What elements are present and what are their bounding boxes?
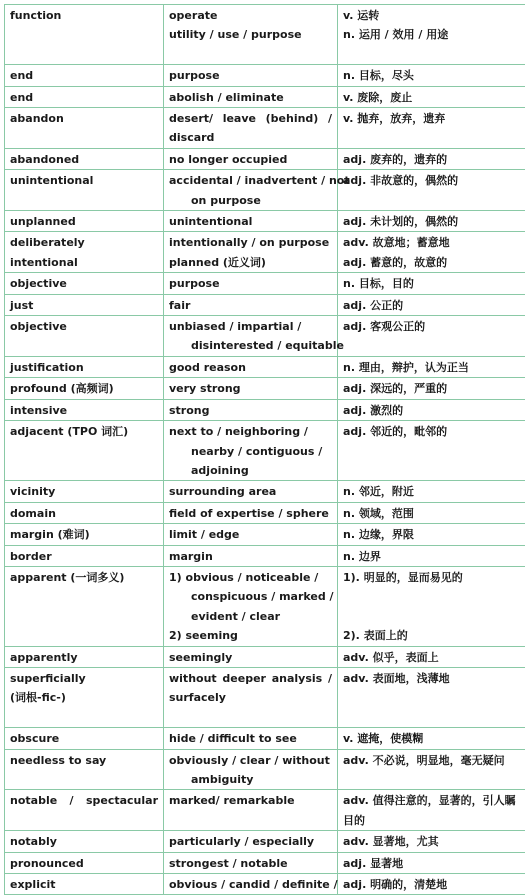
definition-text: adj. 显著地 (343, 854, 520, 873)
synonym-text: field of expertise / sphere (169, 504, 332, 523)
word-text (10, 25, 158, 44)
synonym-cell (164, 646, 338, 667)
synonym-cell (164, 790, 338, 831)
synonym-text: seemingly (169, 648, 332, 667)
synonym-text: accidental / inadvertent / not (169, 171, 332, 190)
table-row (5, 86, 525, 107)
synonym-cell (164, 728, 338, 749)
definition-text: adj. 公正的 (343, 296, 520, 315)
word-text: intensive (10, 401, 158, 420)
synonym-cell (164, 421, 338, 481)
table-row (5, 170, 525, 211)
definition-text: adj. 客观公正的 (343, 317, 520, 336)
word-cell (5, 566, 164, 646)
definition-text: adj. 激烈的 (343, 401, 520, 420)
definition-cell (338, 566, 525, 646)
synonym-text: conspicuous / marked / (169, 587, 332, 606)
synonym-text: unbiased / impartial / (169, 317, 332, 336)
word-text: apparent (一词多义) (10, 568, 158, 587)
word-cell (5, 232, 164, 273)
table-row (5, 566, 525, 646)
definition-text: n. 边界 (343, 547, 520, 566)
definition-text: adv. 值得注意的，显著的，引人瞩目的 (343, 791, 520, 830)
word-cell (5, 378, 164, 399)
definition-text: adj. 蓄意的，故意的 (343, 253, 520, 272)
definition-text: 2). 表面上的 (343, 626, 520, 645)
definition-text: adv. 表面地，浅薄地 (343, 669, 520, 688)
definition-cell (338, 667, 525, 727)
word-text: objective (10, 317, 158, 336)
word-text: abandon (10, 109, 158, 128)
synonym-cell (164, 65, 338, 86)
vocabulary-table (4, 4, 525, 895)
word-cell (5, 874, 164, 895)
synonym-cell (164, 667, 338, 727)
vocabulary-table-body (5, 5, 525, 895)
word-text: objective (10, 274, 158, 293)
definition-text: 1). 明显的，显而易见的 (343, 568, 520, 587)
word-text: apparently (10, 648, 158, 667)
table-row (5, 874, 525, 895)
table-row (5, 148, 525, 169)
word-text: deliberately (10, 233, 158, 252)
definition-text: adj. 非故意的，偶然的 (343, 171, 520, 190)
synonym-cell (164, 211, 338, 232)
definition-text: adv. 显著地，尤其 (343, 832, 520, 851)
definition-cell (338, 148, 525, 169)
word-cell (5, 545, 164, 566)
word-cell (5, 170, 164, 211)
definition-cell (338, 728, 525, 749)
synonym-cell (164, 170, 338, 211)
word-text: profound (高频词) (10, 379, 158, 398)
word-cell (5, 316, 164, 357)
synonym-cell (164, 5, 338, 65)
word-cell (5, 399, 164, 420)
word-text: notable / spectacular (10, 791, 158, 810)
word-cell (5, 356, 164, 377)
synonym-text: unintentional (169, 212, 332, 231)
definition-cell (338, 852, 525, 873)
word-text (10, 45, 158, 64)
word-text: unintentional (10, 171, 158, 190)
word-text: explicit (10, 875, 158, 894)
definition-text: v. 抛弃，放弃，遗弃 (343, 109, 520, 128)
definition-text: n. 理由，辩护，认为正当 (343, 358, 520, 377)
word-text: needless to say (10, 751, 158, 770)
word-cell (5, 5, 164, 65)
word-text: domain (10, 504, 158, 523)
definition-cell (338, 749, 525, 790)
synonym-text: discard (169, 128, 332, 147)
definition-text: n. 领域，范围 (343, 504, 520, 523)
definition-text: v. 运转 (343, 6, 520, 25)
definition-cell (338, 524, 525, 545)
word-text: end (10, 88, 158, 107)
table-row (5, 545, 525, 566)
synonym-text: surfacely (169, 688, 332, 707)
synonym-text (169, 708, 332, 727)
word-cell (5, 852, 164, 873)
synonym-cell (164, 378, 338, 399)
word-cell (5, 211, 164, 232)
synonym-text: abolish / eliminate (169, 88, 332, 107)
synonym-text: obviously / clear / without (169, 751, 332, 770)
table-row (5, 294, 525, 315)
table-row (5, 108, 525, 149)
synonym-text: 1) obvious / noticeable / (169, 568, 332, 587)
synonym-text: margin (169, 547, 332, 566)
synonym-text: very strong (169, 379, 332, 398)
definition-text: adv. 似乎，表面上 (343, 648, 520, 667)
table-row (5, 316, 525, 357)
definition-text: n. 边缘，界限 (343, 525, 520, 544)
word-text: justification (10, 358, 158, 377)
synonym-text: next to / neighboring / (169, 422, 332, 441)
definition-cell (338, 481, 525, 502)
synonym-text: fair (169, 296, 332, 315)
table-row (5, 790, 525, 831)
word-cell (5, 524, 164, 545)
synonym-cell (164, 481, 338, 502)
synonym-text: good reason (169, 358, 332, 377)
table-row (5, 728, 525, 749)
definition-text: adj. 未计划的，偶然的 (343, 212, 520, 231)
definition-cell (338, 273, 525, 294)
word-cell (5, 273, 164, 294)
synonym-text: 2) seeming (169, 626, 332, 645)
word-cell (5, 421, 164, 481)
definition-cell (338, 356, 525, 377)
word-text: intentional (10, 253, 158, 272)
synonym-text: planned (近义词) (169, 253, 332, 272)
synonym-cell (164, 566, 338, 646)
synonym-cell (164, 852, 338, 873)
synonym-text: utility / use / purpose (169, 25, 332, 44)
definition-cell (338, 108, 525, 149)
synonym-text: hide / difficult to see (169, 729, 332, 748)
table-row (5, 356, 525, 377)
table-row (5, 65, 525, 86)
word-text: superficially (10, 669, 158, 688)
word-text: margin (难词) (10, 525, 158, 544)
synonym-text: surrounding area (169, 482, 332, 501)
table-row (5, 5, 525, 65)
definition-cell (338, 421, 525, 481)
definition-cell (338, 170, 525, 211)
synonym-cell (164, 148, 338, 169)
table-row (5, 481, 525, 502)
synonym-cell (164, 399, 338, 420)
word-text: (词根-fic-) (10, 688, 158, 707)
definition-text: n. 运用 / 效用 / 用途 (343, 25, 520, 44)
definition-text: adj. 深远的，严重的 (343, 379, 520, 398)
word-text: end (10, 66, 158, 85)
definition-text: n. 目标，尽头 (343, 66, 520, 85)
word-text: notably (10, 832, 158, 851)
synonym-text: operate (169, 6, 332, 25)
synonym-text: purpose (169, 274, 332, 293)
word-text: function (10, 6, 158, 25)
synonym-text: strongest / notable (169, 854, 332, 873)
synonym-text: strong (169, 401, 332, 420)
word-cell (5, 667, 164, 727)
synonym-cell (164, 108, 338, 149)
definition-text: n. 目标，目的 (343, 274, 520, 293)
word-cell (5, 294, 164, 315)
definition-text: adj. 废弃的，遗弃的 (343, 150, 520, 169)
definition-cell (338, 874, 525, 895)
word-text: pronounced (10, 854, 158, 873)
definition-text: v. 废除，废止 (343, 88, 520, 107)
definition-cell (338, 378, 525, 399)
definition-cell (338, 502, 525, 523)
word-cell (5, 86, 164, 107)
synonym-cell (164, 86, 338, 107)
word-text: border (10, 547, 158, 566)
table-row (5, 273, 525, 294)
synonym-cell (164, 502, 338, 523)
word-cell (5, 148, 164, 169)
synonym-cell (164, 356, 338, 377)
synonym-text: obvious / candid / definite / (169, 875, 332, 894)
definition-cell (338, 65, 525, 86)
definition-cell (338, 790, 525, 831)
definition-text: adv. 故意地；蓄意地 (343, 233, 520, 252)
table-row (5, 646, 525, 667)
definition-text: adv. 不必说，明显地，毫无疑问 (343, 751, 520, 770)
synonym-cell (164, 874, 338, 895)
synonym-text: adjoining (169, 461, 332, 480)
synonym-cell (164, 749, 338, 790)
definition-text (343, 607, 520, 626)
synonym-text: intentionally / on purpose (169, 233, 332, 252)
definition-text: adj. 明确的，清楚地 (343, 875, 520, 894)
word-cell (5, 646, 164, 667)
synonym-cell (164, 273, 338, 294)
word-text: adjacent (TPO 词汇) (10, 422, 158, 441)
synonym-text: purpose (169, 66, 332, 85)
word-text: abandoned (10, 150, 158, 169)
synonym-cell (164, 232, 338, 273)
word-cell (5, 502, 164, 523)
definition-cell (338, 232, 525, 273)
table-row (5, 524, 525, 545)
synonym-cell (164, 545, 338, 566)
table-row (5, 667, 525, 727)
definition-text (343, 587, 520, 606)
word-cell (5, 65, 164, 86)
synonym-text: without deeper analysis / (169, 669, 332, 688)
synonym-text: no longer occupied (169, 150, 332, 169)
definition-cell (338, 316, 525, 357)
definition-cell (338, 646, 525, 667)
synonym-text: disinterested / equitable (169, 336, 332, 355)
synonym-text: marked/ remarkable (169, 791, 332, 810)
synonym-text: ambiguity (169, 770, 332, 789)
definition-cell (338, 294, 525, 315)
table-row (5, 232, 525, 273)
definition-cell (338, 545, 525, 566)
word-cell (5, 481, 164, 502)
table-row (5, 502, 525, 523)
synonym-text: limit / edge (169, 525, 332, 544)
definition-cell (338, 399, 525, 420)
synonym-text: desert/ leave (behind) / (169, 109, 332, 128)
table-row (5, 749, 525, 790)
synonym-text: particularly / especially (169, 832, 332, 851)
word-cell (5, 108, 164, 149)
word-text (10, 708, 158, 727)
word-text: obscure (10, 729, 158, 748)
word-text: vicinity (10, 482, 158, 501)
synonym-text: evident / clear (169, 607, 332, 626)
definition-text: n. 邻近，附近 (343, 482, 520, 501)
table-row (5, 378, 525, 399)
definition-cell (338, 86, 525, 107)
word-cell (5, 728, 164, 749)
definition-text: v. 遮掩，使模糊 (343, 729, 520, 748)
table-row (5, 399, 525, 420)
definition-cell (338, 5, 525, 65)
definition-text: adj. 邻近的，毗邻的 (343, 422, 520, 441)
word-cell (5, 790, 164, 831)
synonym-text: nearby / contiguous / (169, 442, 332, 461)
definition-cell (338, 211, 525, 232)
synonym-cell (164, 294, 338, 315)
word-text: just (10, 296, 158, 315)
table-row (5, 852, 525, 873)
table-row (5, 211, 525, 232)
synonym-cell (164, 316, 338, 357)
word-text: unplanned (10, 212, 158, 231)
synonym-text: on purpose (169, 191, 332, 210)
word-cell (5, 749, 164, 790)
table-row (5, 421, 525, 481)
synonym-cell (164, 524, 338, 545)
